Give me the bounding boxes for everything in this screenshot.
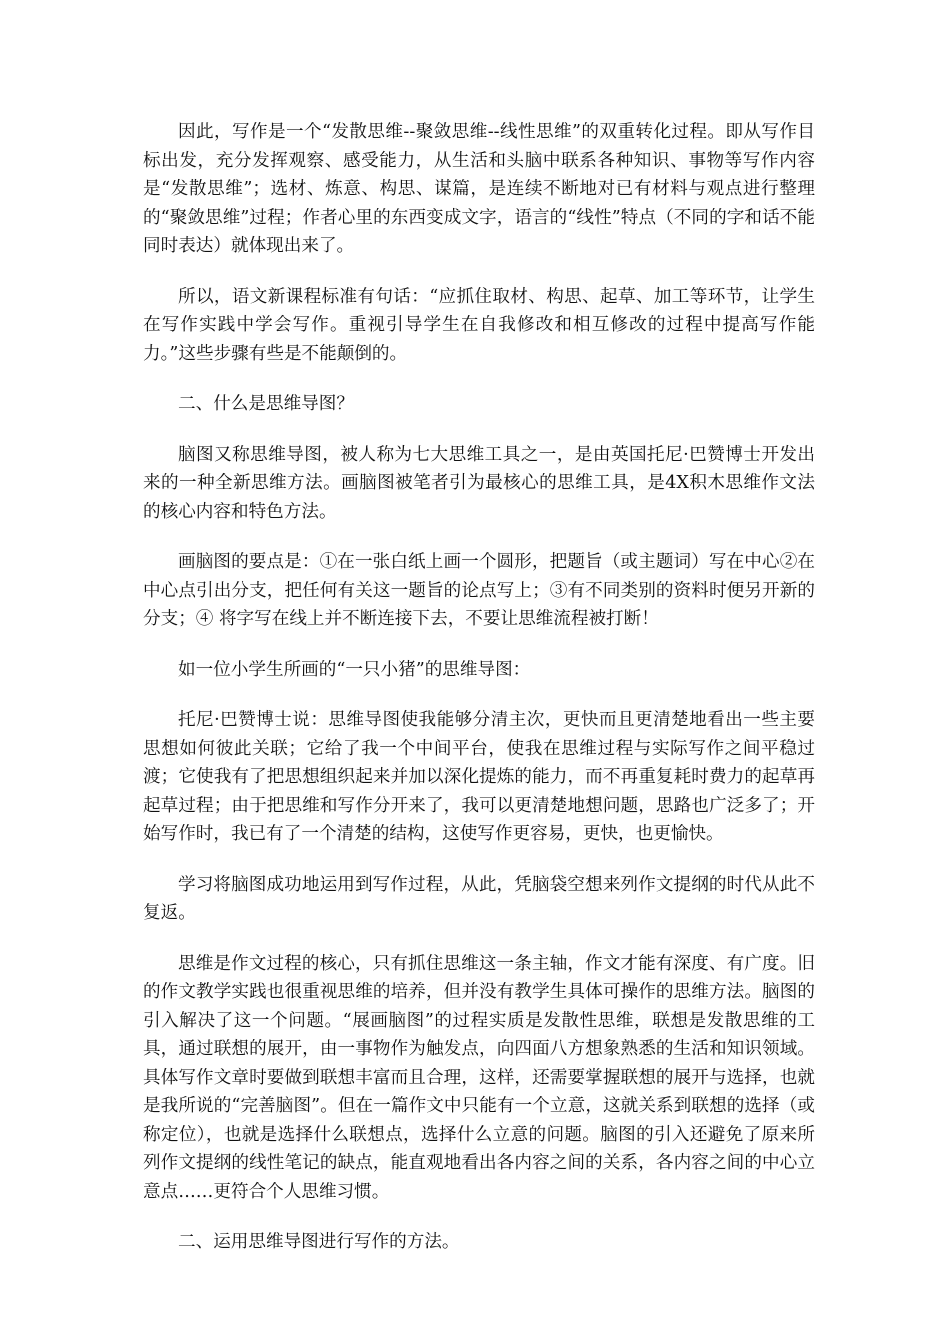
paragraph-buzan-quote: 托尼·巴赞博士说：思维导图使我能够分清主次，更快而且更清楚地看出一些主要思想如何彼此关联；它给了我一个中间平台，使我在思维过程与实际写作之间平稳过渡；它使我有了把思想组织起来并加以深化提炼的能力，而不再重复耗时费力的起草再起草过程；由于把思维和写作分开来了，我可以更清楚地想问题，思路也广泛多了；开始写作时，我已有了一个清楚的结构，这使写作更容易，更快，也更愉快。 (143, 710, 815, 844)
section-heading-writing-method: 二、运用思维导图进行写作的方法。 (178, 1232, 460, 1252)
paragraph-thinking-core: 思维是作文过程的核心，只有抓住思维这一条主轴，作文才能有深度、有广度。旧的作文教学实践也很重视思维的培养，但并没有教学生具体可操作的思维方法。脑图的引入解决了这一个问题。“展画脑图”的过程实质是发散性思维，联想是发散思维的工具，通过联想的展开，由一事物作为触发点，向四面八方想象熟悉的生活和知识领域。具体写作文章时要做到联想丰富而且合理，这样，还需要掌握联想的展开与选择，也就是我所说的“完善脑图”。但在一篇作文中只能有一个立意，这就关系到联想的选择（或称定位），也就是选择什么联想点，选择什么立意的问题。脑图的引入还避免了原来所列作文提纲的线性笔记的缺点，能直观地看出各内容之间的关系，各内容之间的中心立意点……更符合个人思维习惯。 (143, 953, 815, 1202)
paragraph-piglet-example: 如一位小学生所画的“一只小猪”的思维导图： (178, 659, 531, 680)
paragraph-mind-map-key-points: 画脑图的要点是：①在一张白纸上画一个圆形，把题旨（或主题词）写在中心②在中心点引出分支，把任何有关这一题旨的论点写上；③有不同类别的资料时便另开新的分支；④ 将字写在线上并不断连接下去，不要让思维流程被打断！ (143, 552, 815, 629)
paragraph-curriculum-standard: 所以，语文新课程标准有句话：“应抓住取材、构思、起草、加工等环节，让学生在写作实践中学会写作。重视引导学生在自我修改和相互修改的过程中提高写作能力。”这些步骤有些是不能颠倒的。 (143, 286, 815, 364)
paragraph-mind-map-definition: 脑图又称思维导图，被人称为七大思维工具之一，是由英国托尼·巴赞博士开发出来的一种全新思维方法。画脑图被笔者引为最核心的思维工具，是4X积木思维作文法的核心内容和特色方法。 (143, 444, 815, 522)
paragraph-learning-application: 学习将脑图成功地运用到写作过程，从此，凭脑袋空想来列作文提纲的时代从此不复返。 (143, 874, 815, 923)
section-heading-what-is-mind-map: 二、什么是思维导图？ (178, 394, 354, 414)
document-page (143, 118, 815, 1279)
paragraph-dual-conversion: 因此，写作是一个“发散思维--聚敛思维--线性思维”的双重转化过程。即从写作目标出发，充分发挥观察、感受能力，从生活和头脑中联系各种知识、事物等写作内容是“发散思维”；选材、炼意、构思、谋篇，是连续不断地对已有材料与观点进行整理的“聚敛思维”过程；作者心里的东西变成文字，语言的“线性”特点（不同的字和话不能同时表达）就体现出来了。 (143, 122, 815, 256)
